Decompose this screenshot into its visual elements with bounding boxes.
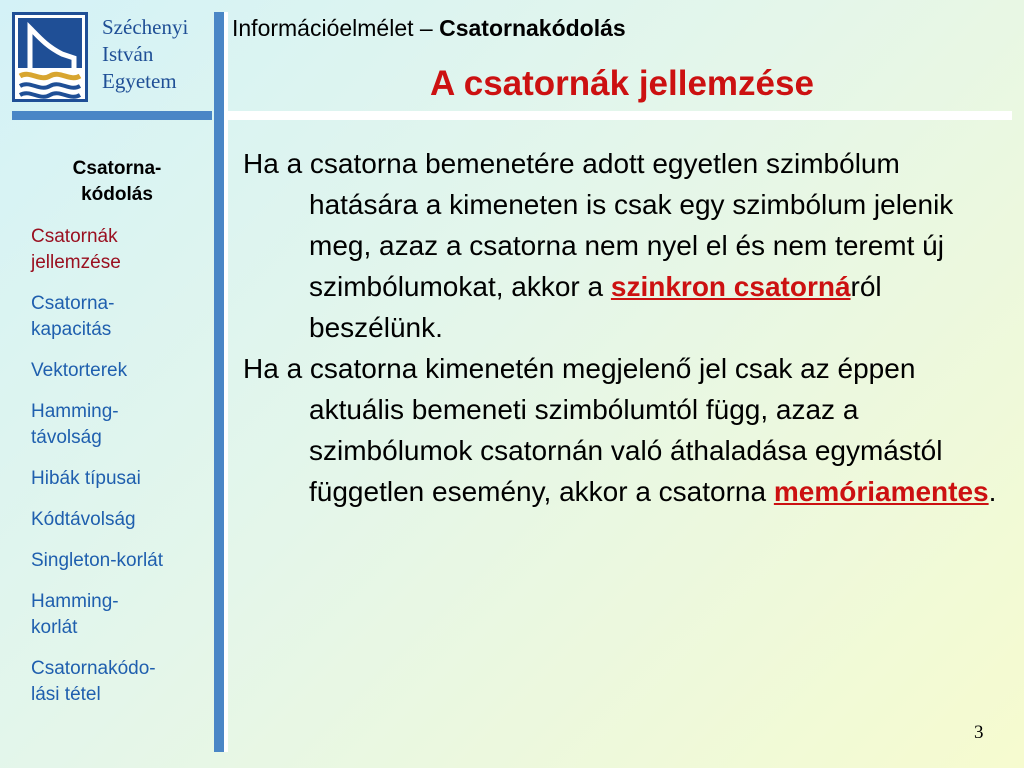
sidebar-heading-line2: kódolás — [81, 184, 153, 205]
sidebar-item-label: jellemzése — [31, 252, 121, 273]
sidebar-item-singleton-korlat[interactable] — [31, 548, 211, 574]
sidebar-item-label: távolság — [31, 427, 102, 448]
slide-content — [243, 143, 1003, 512]
paragraph-text: Ha a csatorna bemenetére adott egyetlen szimbólum hatására a kimeneten is csak egy szimbólum jelenik meg, azaz a csatorna nem nyel el és nem teremt új szimbólumokat, akkor a — [243, 148, 954, 302]
sidebar-item-label: Kódtávolság — [31, 509, 136, 530]
course-topic: Csatornakódolás — [439, 15, 626, 41]
sidebar-item-hamming-tavolsag[interactable] — [31, 399, 211, 451]
term-synchronous-channel: szinkron csatorná — [610, 271, 851, 302]
paragraph-text: . — [988, 476, 997, 507]
sidebar-item-label: Hamming- — [31, 591, 119, 612]
university-name-line1: Széchenyi — [102, 15, 189, 39]
sidebar-item-label: Hamming- — [31, 401, 119, 422]
sidebar-item-csatornakodolasi-tetel[interactable] — [31, 656, 211, 708]
sidebar-item-label: Vektorterek — [31, 360, 128, 381]
paragraph-synchronous-channel — [243, 143, 1003, 348]
sidebar-item-hibak-tipusai[interactable] — [31, 466, 211, 492]
sidebar-item-label: Csatornák — [31, 226, 118, 247]
sidebar-item-label: lási tétel — [31, 684, 101, 705]
sidebar-item-label: Csatorna- — [31, 293, 115, 314]
university-name-line3: Egyetem — [102, 69, 177, 93]
paragraph-memoryless-channel — [243, 348, 1003, 512]
university-name-line2: István — [102, 42, 154, 66]
course-name: Információelmélet – — [232, 15, 440, 41]
paragraph-text: ról beszélünk. — [309, 271, 882, 343]
sidebar-item-csatorna-kapacitas[interactable] — [31, 291, 211, 343]
sidebar-item-label: Csatornakódo- — [31, 658, 156, 679]
sidebar-item-label: Hibák típusai — [31, 468, 141, 489]
sidebar-item-csatornak-jellemzese[interactable] — [31, 224, 211, 276]
sidebar-item-label: kapacitás — [31, 319, 112, 340]
sidebar-heading-line1: Csatorna- — [72, 158, 162, 179]
paragraph-text: Ha a csatorna kimenetén megjelenő jel csak az éppen aktuális bemeneti szimbólumtól függ, azaz a szimbólumok csatornán való áthaladása egymástól független esemény, akkor a csatorna — [243, 353, 943, 507]
sidebar-item-vektorterek[interactable] — [31, 358, 211, 384]
sidebar-heading — [22, 156, 212, 208]
sidebar-nav — [31, 224, 211, 723]
slide-title: A csatornák jellemzése — [430, 64, 814, 103]
sidebar-item-label: korlát — [31, 617, 78, 638]
sidebar-divider-highlight — [224, 12, 228, 752]
sidebar-item-hamming-korlat[interactable] — [31, 589, 211, 641]
header-divider-left — [12, 111, 212, 120]
sidebar-item-kodtavolsag[interactable] — [31, 507, 211, 533]
university-logo — [12, 12, 88, 102]
term-memoryless: memóriamentes — [773, 476, 989, 507]
page-number: 3 — [974, 722, 984, 743]
header-divider-right — [228, 111, 1012, 120]
course-header — [232, 15, 626, 42]
university-name — [102, 14, 188, 95]
sidebar-item-label: Singleton-korlát — [31, 550, 164, 571]
